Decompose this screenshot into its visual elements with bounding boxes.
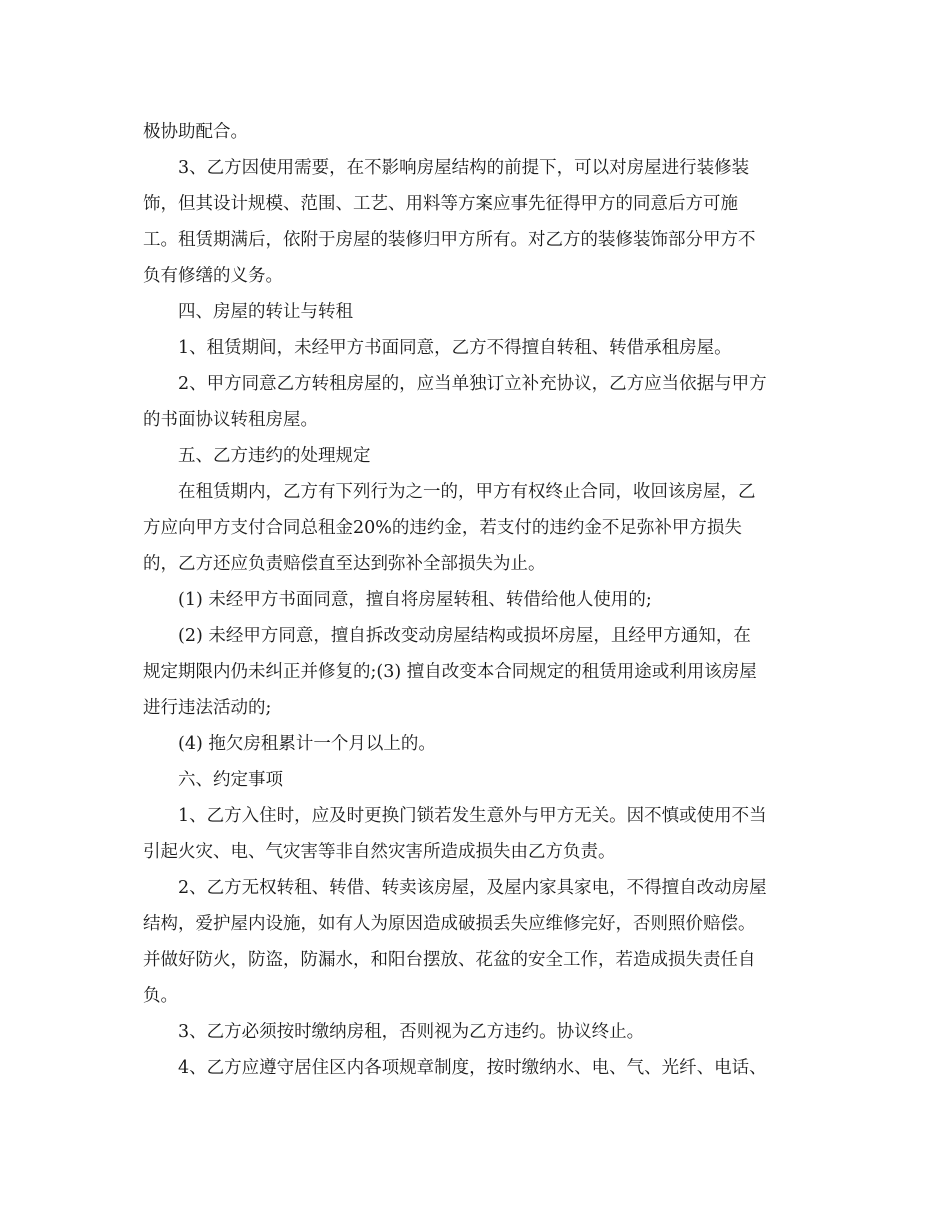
paragraph: 4、乙方应遵守居住区内各项规章制度，按时缴纳水、电、气、光纤、电话、 [178,1058,767,1078]
paragraph: 3、乙方必须按时缴纳房租，否则视为乙方违约。协议终止。 [178,1022,645,1042]
paragraph: 2、乙方无权转租、转借、转卖该房屋，及屋内家具家电，不得擅自改动房屋 结构，爱护屋内设施，如有人为原因造成破损丢失应维修完好，否则照价赔偿。 并做好防火，防盗，防漏水，和阳台摆放、花盆的安全工作，若造成损失责任自 负。 [143,878,767,1006]
paragraph: 3、乙方因使用需要，在不影响房屋结构的前提下，可以对房屋进行装修装 饰，但其设计规模、范围、工艺、用料等方案应事先征得甲方的同意后方可施 工。租赁期满后，依附于房屋的装修归甲方所有。对乙方的装修装饰部分甲方不 负有修缮的义务。 [143,158,756,286]
document-body [143,114,813,1086]
list-item: (4) 拖欠房租累计一个月以上的。 [178,734,436,754]
section-heading: 六、约定事项 [178,770,283,790]
paragraph: 在租赁期内，乙方有下列行为之一的，甲方有权终止合同，收回该房屋，乙 方应向甲方支付合同总租金20%的违约金，若支付的违约金不足弥补甲方损失 的，乙方还应负责赔偿直至达到弥补全部损失为止。 [143,482,756,574]
paragraph: 1、乙方入住时，应及时更换门锁若发生意外与甲方无关。因不慎或使用不当 引起火灾、电、气灾害等非自然灾害所造成损失由乙方负责。 [143,806,767,862]
list-item: (2) 未经甲方同意，擅自拆改变动房屋结构或损坏房屋，且经甲方通知，在 规定期限内仍未纠正并修复的;(3) 擅自改变本合同规定的租赁用途或利用该房屋 进行违法活动的; [143,626,757,718]
list-item: (1) 未经甲方书面同意，擅自将房屋转租、转借给他人使用的; [178,590,652,610]
section-heading: 五、乙方违约的处理规定 [178,446,371,466]
paragraph: 极协助配合。 [143,122,248,142]
paragraph: 2、甲方同意乙方转租房屋的，应当单独订立补充协议，乙方应当依据与甲方 的书面协议转租房屋。 [143,374,767,430]
paragraph: 1、租赁期间，未经甲方书面同意，乙方不得擅自转租、转借承租房屋。 [178,338,732,358]
section-heading: 四、房屋的转让与转租 [178,302,353,322]
